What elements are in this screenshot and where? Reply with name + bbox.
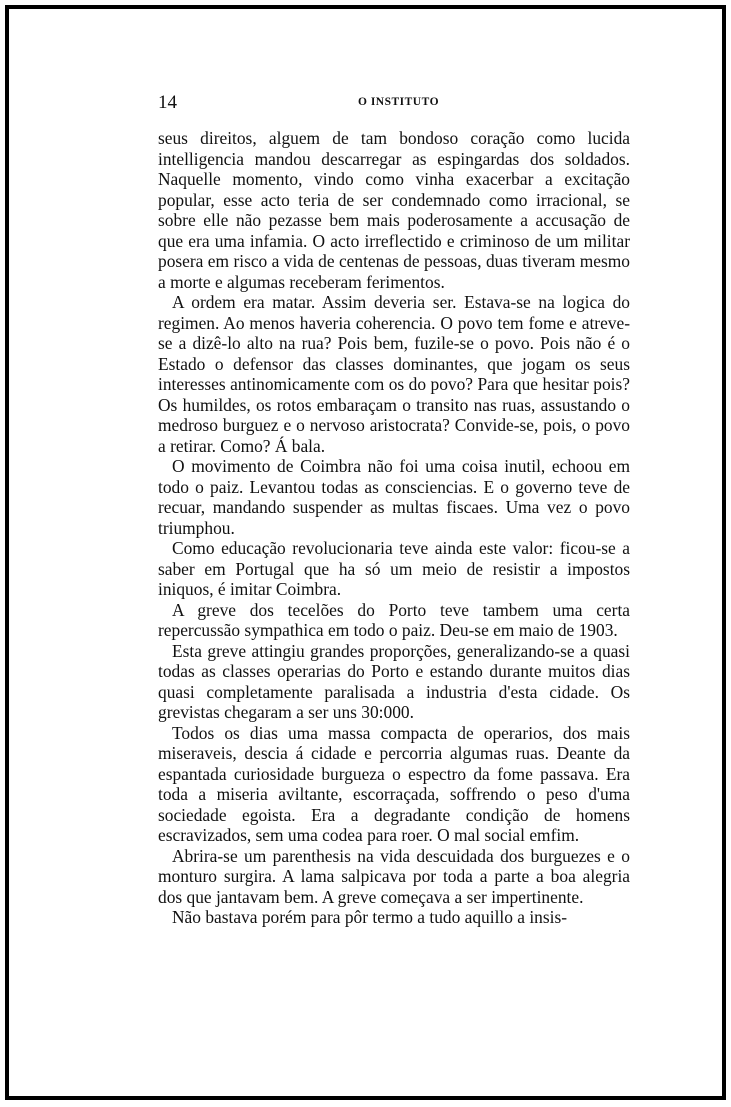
paragraph: Não bastava porém para pôr termo a tudo aquillo a insis- [172,907,568,927]
paragraph: A greve dos tecelões do Porto teve tambem uma certa repercussão sympathica em todo o paiz. Deu-se em maio de 1903. [158,599,630,640]
running-title: O INSTITUTO [358,96,440,108]
paragraph: Esta greve attingiu grandes proporções, generalizando-se a quasi todas as classes operarias do Porto e estando durante muitos dias quasi completamente paralisada a industria d'esta cidade. Os grevistas chegaram a ser uns 30:000. [158,640,630,722]
paragraph: seus direitos, alguem de tam bondoso coração como lucida intelligencia mandou descarregar as espingardas dos soldados. Naquelle momento, vindo como vinha exacerbar a excitação popular, esse acto teria de ser condemnado como irracional, se sobre elle não pezasse bem mais poderosamente a accusação de que era uma infamia. O acto irreflectido e criminoso de um militar posera em risco a vida de centenas de pessoas, duas tiveram mesmo a morte e algumas receberam ferimentos. [158,128,630,292]
paragraph: O movimento de Coimbra não foi uma coisa inutil, echoou em todo o paiz. Levantou todas as consciencias. E o governo teve de recuar, mandando suspender as multas fiscaes. Uma vez o povo triumphou. [158,456,630,538]
paragraph: Como educação revolucionaria teve ainda este valor: ficou-se a saber em Portugal que ha só um meio de resistir a impostos iniquos, é imitar Coimbra. [158,538,630,599]
page-header [158,92,630,114]
page-number: 14 [158,92,177,113]
body-text [158,128,630,928]
paragraph: A ordem era matar. Assim deveria ser. Estava-se na logica do regimen. Ao menos haveria coherencia. O povo tem fome e atreve-se a dizê-lo alto na rua? Pois bem, fuzile-se o povo. Pois não é o Estado o defensor das classes dominantes, que jogam os seus interesses antinomicamente com os do povo? Para que hesitar pois? Os humildes, os rotos embaraçam o transito nas ruas, assustando o medroso burguez e o nervoso aristocrata? Convide-se, pois, o povo a retirar. Como? Á bala. [158,292,630,456]
paragraph: Abrira-se um parenthesis na vida descuidada dos burguezes e o monturo surgira. A lama salpicava por toda a parte a boa alegria dos que jantavam bem. A greve começava a ser impertinente. [158,845,630,907]
paragraph: Todos os dias uma massa compacta de operarios, dos mais miseraveis, descia á cidade e percorria algumas ruas. Deante da espantada curiosidade burgueza o espectro da fome passava. Era toda a miseria aviltante, escorraçada, soffrendo o peso d'uma sociedade egoista. Era a degradante condição de homens escravizados, sem uma codea para roer. O mal social emfim. [158,722,630,845]
